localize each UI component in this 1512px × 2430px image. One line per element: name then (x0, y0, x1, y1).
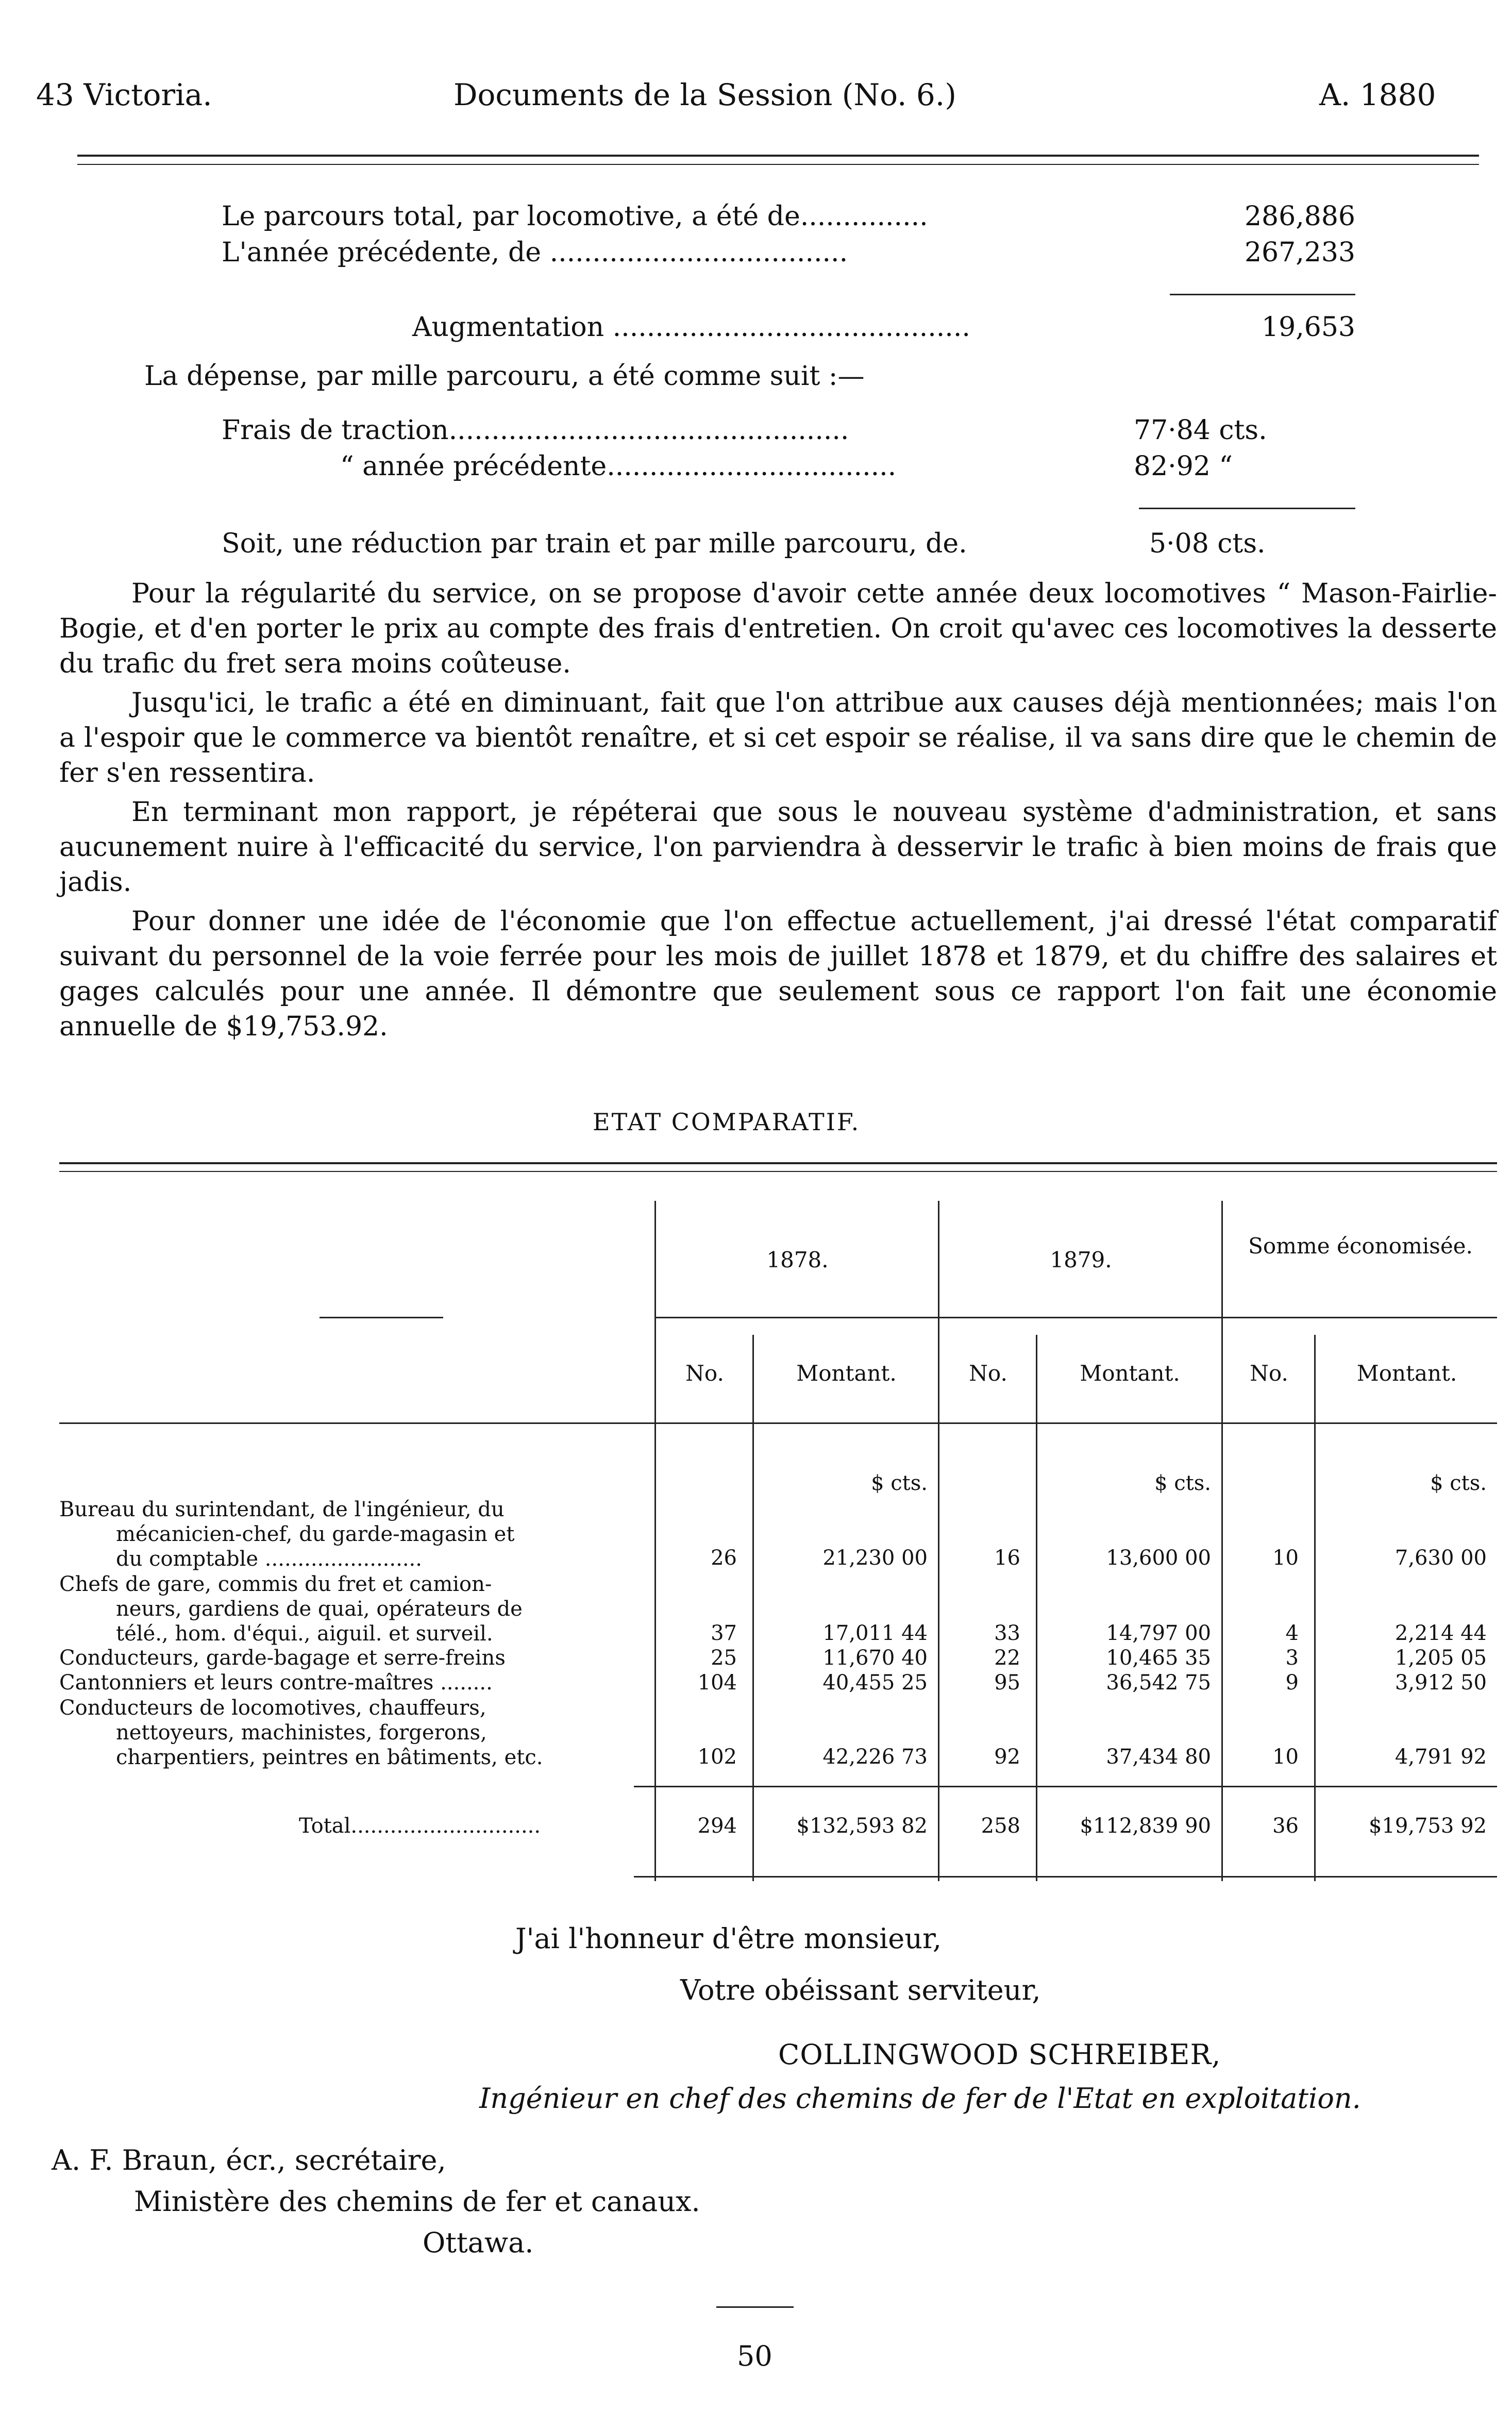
row1-no-1879: 16 (994, 1546, 1020, 1570)
summary-row1-label: Le parcours total, par locomotive, a été de............... (222, 201, 928, 232)
summary-row5-value: 82·92 “ (1134, 451, 1233, 482)
paragraph-3: En terminant mon rapport, je répéterai que sous le nouveau système d'administration, et sans aucunement nuire à l'efficacité du service, l'on parviendra à desservir le trafic à bien moins de frais que jadis. (59, 797, 1497, 898)
row3-label: Conducteurs, garde-bagage et serre-freins (59, 1646, 506, 1670)
row5-no-1878: 102 (697, 1745, 737, 1769)
table-top-rule-1 (59, 1162, 1497, 1164)
row2-montant-econ: 2,214 44 (1395, 1621, 1487, 1645)
row4-label: Cantonniers et leurs contre-maîtres ........ (59, 1671, 493, 1695)
unit-1878: $ cts. (871, 1471, 928, 1495)
row3-no-econ: 3 (1285, 1646, 1299, 1670)
subheader-montant-1878: Montant. (796, 1361, 897, 1386)
summary-intro: La dépense, par mille parcouru, a été comme suit :— (144, 361, 865, 392)
page-number: 50 (737, 2340, 772, 2372)
row4-montant-econ: 3,912 50 (1395, 1671, 1487, 1695)
row4-no-1878: 104 (697, 1671, 737, 1695)
row3-montant-1879: 10,465 35 (1106, 1646, 1211, 1670)
rule-above-total (634, 1786, 1497, 1787)
row5-montant-econ: 4,791 92 (1395, 1745, 1487, 1769)
row1-montant-1879: 13,600 00 (1106, 1546, 1211, 1570)
row5-montant-1878: 42,226 73 (822, 1745, 928, 1769)
summary-rule-2 (1139, 508, 1355, 509)
row3-montant-econ: 1,205 05 (1395, 1646, 1487, 1670)
row2-no-1878: 37 (711, 1621, 737, 1645)
total-montant-1879: $112,839 90 (1080, 1814, 1211, 1838)
vline-4 (1036, 1335, 1037, 1881)
table-bottom-rule (634, 1876, 1497, 1878)
addressee-line-2: Ministère des chemins de fer et canaux. (134, 2185, 700, 2218)
row4-montant-1879: 36,542 75 (1106, 1671, 1211, 1695)
header-1878: 1878. (766, 1247, 829, 1272)
total-montant-econ: $19,753 92 (1368, 1814, 1487, 1838)
summary-row4-label: Frais de traction............................................... (222, 415, 849, 446)
vline-3 (938, 1201, 939, 1881)
vline-2 (752, 1335, 754, 1881)
header-center: Documents de la Session (No. 6.) (453, 77, 956, 112)
row3-montant-1878: 11,670 40 (822, 1646, 928, 1670)
header-left: 43 Victoria. (36, 77, 212, 112)
vline-1 (654, 1201, 656, 1881)
vline-6 (1314, 1335, 1316, 1881)
summary-row6-label: Soit, une réduction par train et par mille parcouru, de. (222, 528, 967, 559)
unit-econ: $ cts. (1430, 1471, 1487, 1495)
row1-no-1878: 26 (711, 1546, 737, 1570)
total-no-1879: 258 (981, 1814, 1020, 1838)
summary-row2-label: L'année précédente, de ................................... (222, 237, 848, 268)
total-no-1878: 294 (697, 1814, 737, 1838)
total-label: Total............................. (299, 1814, 541, 1838)
total-no-econ: 36 (1272, 1814, 1299, 1838)
header-1879: 1879. (1050, 1247, 1112, 1272)
header-economisee: Somme économisée. (1248, 1233, 1473, 1259)
row5-label: Conducteurs de locomotives, chauffeurs, nettoyeurs, machinistes, forgerons, charpentiers, peintres en bâtiments, etc. (59, 1696, 543, 1769)
table-title: ETAT COMPARATIF. (593, 1108, 861, 1136)
row3-no-1878: 25 (711, 1646, 737, 1670)
header-right: A. 1880 (1319, 77, 1436, 112)
summary-row6-value: 5·08 cts. (1149, 528, 1266, 559)
paragraph-1: Pour la régularité du service, on se propose d'avoir cette année deux locomotives “ Mason-Fairlie-Bogie, et d'en porter le prix au compte des frais d'entretien. On croit qu'avec ces locomotives la desserte du trafic du fret sera moins coûteuse. (59, 578, 1497, 679)
total-montant-1878: $132,593 82 (796, 1814, 928, 1838)
row5-no-1879: 92 (994, 1745, 1020, 1769)
summary-row3-value: 19,653 (1262, 312, 1355, 343)
subheader-no-1879: No. (969, 1361, 1007, 1386)
row4-no-econ: 9 (1285, 1671, 1299, 1695)
row1-label: Bureau du surintendant, de l'ingénieur, du mécanicien-chef, du garde-magasin et du comptable ........................ (59, 1498, 515, 1571)
page-number-rule (716, 2306, 794, 2308)
row1-no-econ: 10 (1272, 1546, 1299, 1570)
row5-no-econ: 10 (1272, 1745, 1299, 1769)
summary-row2-value: 267,233 (1244, 237, 1355, 268)
row2-montant-1878: 17,011 44 (822, 1621, 928, 1645)
signature-title: Ingénieur en chef des chemins de fer de l'Etat en exploitation. (479, 2082, 1361, 2115)
row2-montant-1879: 14,797 00 (1106, 1621, 1211, 1645)
rule-stub (320, 1317, 443, 1318)
addressee-line-1: A. F. Braun, écr., secrétaire, (52, 2144, 446, 2176)
unit-1879: $ cts. (1154, 1471, 1211, 1495)
row2-no-1879: 33 (994, 1621, 1020, 1645)
row1-montant-1878: 21,230 00 (822, 1546, 928, 1570)
closing-line-2: Votre obéissant serviteur, (680, 1974, 1041, 2006)
vline-5 (1221, 1201, 1223, 1881)
paragraph-2: Jusqu'ici, le trafic a été en diminuant, fait que l'on attribue aux causes déjà mentionnées; mais l'on a l'espoir que le commerce va bientôt renaître, et si cet espoir se réalise, il va sans dire que le chemin de fer s'en ressentira. (59, 688, 1497, 789)
summary-row1-value: 286,886 (1244, 201, 1355, 232)
closing-line-1: J'ai l'honneur d'être monsieur, (515, 1922, 942, 1955)
subheader-no-econ: No. (1250, 1361, 1288, 1386)
row3-no-1879: 22 (994, 1646, 1020, 1670)
row4-no-1879: 95 (994, 1671, 1020, 1695)
rule-under-subheaders (59, 1422, 1497, 1424)
subheader-no-1878: No. (685, 1361, 724, 1386)
row1-montant-econ: 7,630 00 (1395, 1546, 1487, 1570)
row2-no-econ: 4 (1285, 1621, 1299, 1645)
addressee-line-3: Ottawa. (423, 2226, 534, 2259)
row4-montant-1878: 40,455 25 (822, 1671, 928, 1695)
summary-row4-value: 77·84 cts. (1134, 415, 1267, 446)
subheader-montant-1879: Montant. (1080, 1361, 1180, 1386)
table-top-rule-2 (59, 1171, 1497, 1172)
rule-under-group (654, 1317, 1497, 1318)
subheader-montant-econ: Montant. (1356, 1361, 1457, 1386)
header-rule-bottom (77, 164, 1479, 165)
summary-rule-1 (1170, 294, 1355, 295)
summary-row3-label: Augmentation .......................................... (412, 312, 970, 343)
signature-name: COLLINGWOOD SCHREIBER, (778, 2038, 1221, 2071)
row5-montant-1879: 37,434 80 (1106, 1745, 1211, 1769)
paragraph-4: Pour donner une idée de l'économie que l'on effectue actuellement, j'ai dressé l'état comparatif suivant du personnel de la voie ferrée pour les mois de juillet 1878 et 1879, et du chiffre des salaires et gages calculés pour une année. Il démontre que seulement sous ce rapport l'on fait une économie annuelle de $19,753.92. (59, 906, 1497, 1042)
summary-row5-label: “ année précédente.................................. (340, 451, 897, 482)
row2-label: Chefs de gare, commis du fret et camion- neurs, gardiens de quai, opérateurs de télé., hom. d'équi., aiguil. et surveil. (59, 1572, 523, 1646)
header-rule-top (77, 155, 1479, 157)
